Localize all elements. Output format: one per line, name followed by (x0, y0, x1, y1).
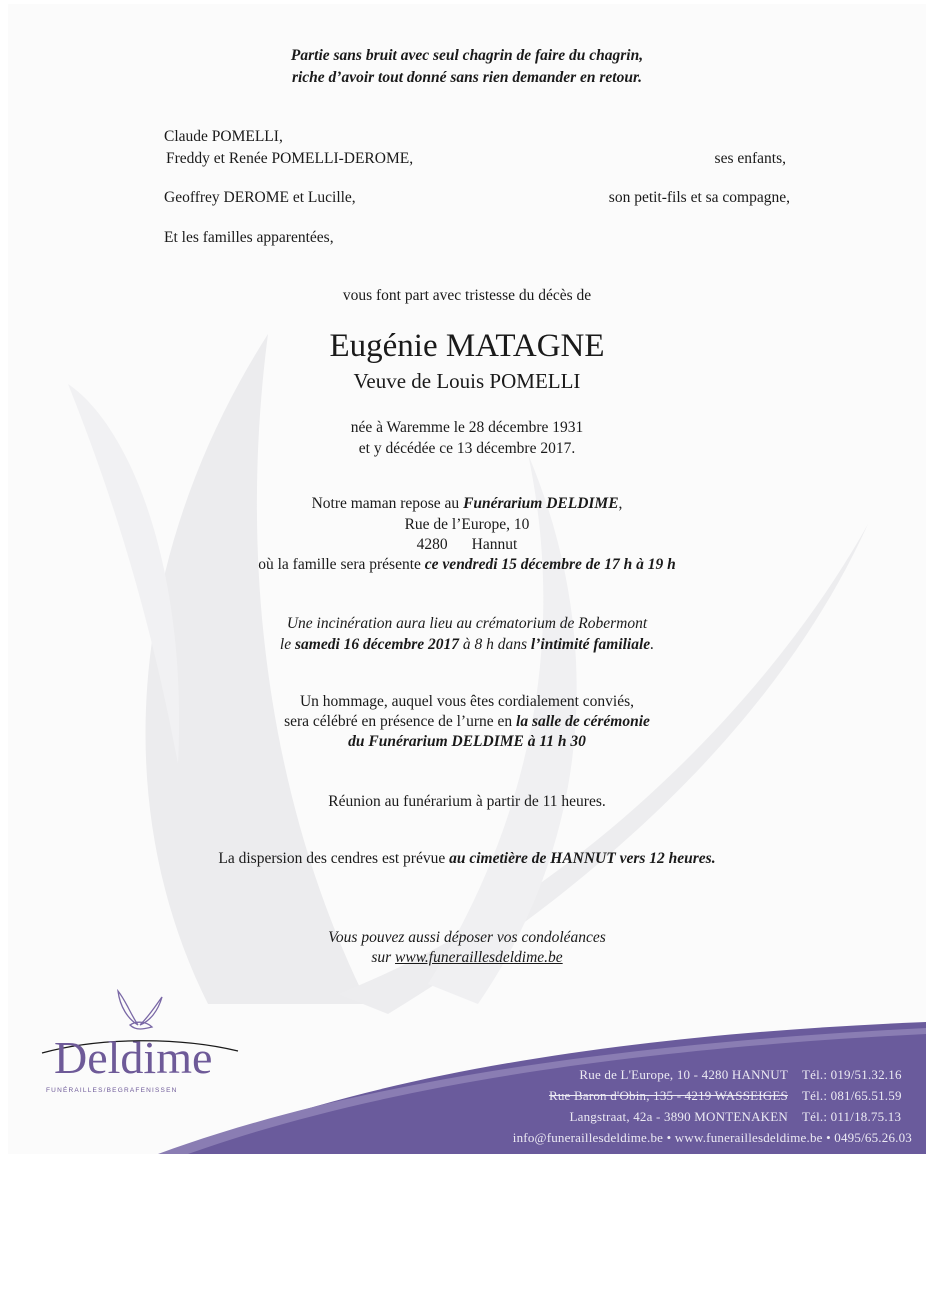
family-freddy: Freddy et Renée POMELLI-DEROME, (166, 150, 414, 167)
deceased-name: Eugénie MATAGNE (329, 328, 605, 364)
tribute-line-3: du Funérarium DELDIME à 11 h 30 (348, 733, 586, 750)
footer-wasseiges-address: Rue Baron d'Obin, 135 - 4219 WASSEIGES (548, 1088, 788, 1103)
condolences-line-2 (8, 948, 926, 967)
footer-montenaken (569, 1109, 912, 1125)
family-claude: Claude POMELLI, (164, 128, 283, 145)
cremation-private: l’intimité familiale (530, 636, 651, 653)
cremation-time: à 8 h dans (459, 636, 531, 653)
family-related: Et les familles apparentées, (164, 229, 334, 246)
deldime-logo (40, 989, 240, 1109)
cremation-line-2 (8, 635, 926, 654)
condolences-link[interactable]: www.funeraillesdeldime.be (395, 949, 563, 966)
cremation-le: le (279, 636, 295, 653)
viewing-city: Hannut (471, 536, 518, 553)
logo-tagline: FUNÉRAILLES/BEGRAFENISSEN (46, 1087, 178, 1094)
deceased-widow-of: Veuve de Louis POMELLI (353, 369, 581, 393)
footer-wasseiges-tel: Tél.: 081/65.51.59 (802, 1088, 902, 1103)
tribute-prefix: sera célébré en présence de l’urne en (284, 713, 517, 730)
tribute-place: la salle de cérémonie (516, 713, 650, 730)
cremation-line-1: Une incinération aura lieu au crématorium de Robermont (286, 615, 648, 632)
tribute-line-2 (8, 712, 926, 731)
leaf-watermark-icon (8, 4, 926, 1154)
meeting-text: Réunion au funérarium à partir de 11 heures. (328, 793, 606, 810)
viewing-city-line (8, 535, 926, 554)
cremation-period: . (650, 636, 655, 653)
family-geoffrey: Geoffrey DEROME et Lucille, (164, 189, 356, 206)
viewing-presence-prefix: où la famille sera présente (258, 556, 425, 573)
footer-contact: info@funeraillesdeldime.be • www.funeraillesdeldime.be • 0495/65.26.03 (512, 1130, 912, 1145)
viewing-presence-when: ce vendredi 15 décembre de 17 h à 19 h (424, 556, 676, 573)
logo-brand: Deldime (54, 1032, 213, 1083)
viewing-street: Rue de l’Europe, 10 (404, 516, 530, 533)
cremation-date: samedi 16 décembre 2017 (294, 636, 459, 653)
viewing-line-1 (8, 494, 926, 513)
footer-hannut (579, 1067, 912, 1083)
condolences-prefix: sur (371, 949, 396, 966)
viewing-prefix: Notre maman repose au (311, 495, 464, 512)
epigraph-line-1: Partie sans bruit avec seul chagrin de faire du chagrin, (290, 47, 644, 64)
viewing-place: Funérarium DELDIME (463, 495, 619, 512)
footer-montenaken-address: Langstraat, 42a - 3890 MONTENAKEN (569, 1109, 788, 1124)
viewing-postcode: 4280 (416, 536, 448, 553)
announcement-text: vous font part avec tristesse du décès de (342, 287, 592, 304)
epigraph-line-2: riche d’avoir tout donné sans rien demander en retour. (291, 69, 643, 86)
deceased-died: et y décédée ce 13 décembre 2017. (358, 440, 576, 457)
dispersion-prefix: La dispersion des cendres est prévue (218, 850, 450, 867)
viewing-suffix: , (618, 495, 623, 512)
footer-hannut-tel: Tél.: 019/51.32.16 (802, 1067, 902, 1082)
tribute-line-1: Un hommage, auquel vous êtes cordialement conviés, (299, 693, 634, 710)
footer-hannut-address: Rue de L'Europe, 10 - 4280 HANNUT (579, 1067, 788, 1082)
deceased-born: née à Waremme le 28 décembre 1931 (350, 419, 584, 436)
family-grandson-role: son petit-fils et sa compagne, (608, 189, 790, 206)
announcement-sheet (8, 4, 926, 1154)
family-children-role: ses enfants, (714, 150, 786, 167)
dispersion-line (8, 849, 926, 868)
viewing-line-4 (8, 555, 926, 574)
dispersion-place: au cimetière de HANNUT vers 12 heures. (449, 850, 716, 867)
footer-wasseiges (549, 1088, 912, 1104)
condolences-line-1: Vous pouvez aussi déposer vos condoléances (328, 929, 606, 946)
footer-montenaken-tel: Tél.: 011/18.75.13 (802, 1109, 902, 1124)
